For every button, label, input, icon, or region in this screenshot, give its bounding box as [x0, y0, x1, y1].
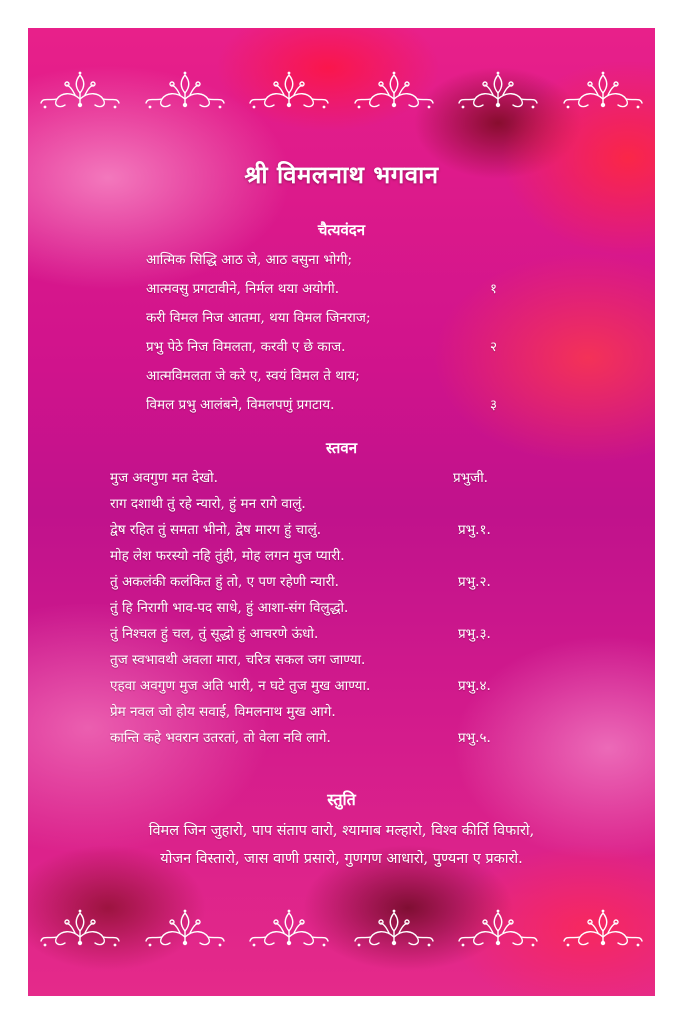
verse-number: १ — [490, 281, 498, 297]
chaityavandan-heading: चैत्यवंदन — [317, 221, 366, 239]
stavan-line: तुं अकलंकी कलंकित हुं तो, ए पण रहेणी न्यारी. — [110, 574, 339, 590]
stavan-line: मुज अवगुण मत देखो. — [110, 470, 218, 486]
stavan-heading: स्तवन — [325, 439, 358, 457]
stuti-heading: स्तुति — [327, 790, 356, 809]
verse-number: २ — [490, 339, 498, 355]
page-title: श्री विमलनाथ भगवान — [244, 161, 439, 189]
verse-number: प्रभु.४. — [458, 678, 491, 694]
chaityavandan-line: आत्मवसु प्रगटावीने, निर्मल थया अयोगी. — [146, 281, 340, 297]
verse-number: प्रभु.२. — [458, 574, 491, 590]
stavan-line: एहवा अवगुण मुज अति भारी, न घटे तुज मुख आण्या. — [110, 678, 371, 694]
stavan-line: प्रेम नवल जो होय सवाई, विमलनाथ मुख आगे. — [110, 704, 336, 720]
chaityavandan-line: प्रभु पेठे निज विमलता, करवी ए छे काज. — [146, 339, 346, 355]
verse-number: प्रभु.१. — [458, 522, 491, 538]
stavan-line: तुं निश्चल हुं चल, तुं सूद्धो हुं आचरणे ऊंधो. — [110, 626, 319, 642]
stavan-line: तुज स्वभावथी अवला मारा, चरित्र सकल जग जाण्या. — [110, 652, 366, 668]
stavan-line: मोह लेश फरस्यो नहि तुंही, मोह लगन मुज प्यारी. — [110, 548, 345, 564]
stavan-line: कान्ति कहे भवरान उतरतां, तो वेला नवि लागे. — [110, 730, 331, 746]
stavan-line: राग दशाथी तुं रहे न्यारो, हुं मन रागे वालुं. — [110, 496, 306, 512]
chaityavandan-line: आत्मविमलता जे करे ए, स्वयं विमल ते थाय; — [146, 368, 360, 384]
page-content — [28, 28, 655, 996]
stavan-line: तुं हि निरागी भाव-पद साधे, हुं आशा-संग विलुद्धो. — [110, 600, 349, 616]
stuti-line: योजन विस्तारो, जास वाणी प्रसारो, गुणगण आधारो, पुण्यना ए प्रकारो. — [160, 851, 523, 867]
chaityavandan-line: आत्मिक सिद्धि आठ जे, आठ वसुना भोगी; — [146, 252, 353, 268]
stavan-line: द्वेष रहित तुं समता भीनो, द्वेष मारग हुं चालुं. — [110, 522, 322, 538]
page-background — [28, 28, 655, 996]
verse-number: प्रभु.३. — [458, 626, 491, 642]
verse-number: ३ — [490, 397, 498, 413]
chaityavandan-line: विमल प्रभु आलंबने, विमलपणुं प्रगटाय. — [146, 397, 335, 413]
chaityavandan-line: करी विमल निज आतमा, थया विमल जिनराज; — [146, 310, 371, 326]
verse-number: प्रभु.५. — [458, 730, 491, 746]
stuti-line: विमल जिन जुहारो, पाप संताप वारो, श्यामाब मल्हारो, विश्व कीर्ति विफारो, — [148, 823, 535, 839]
refrain-label: प्रभुजी. — [453, 470, 488, 486]
